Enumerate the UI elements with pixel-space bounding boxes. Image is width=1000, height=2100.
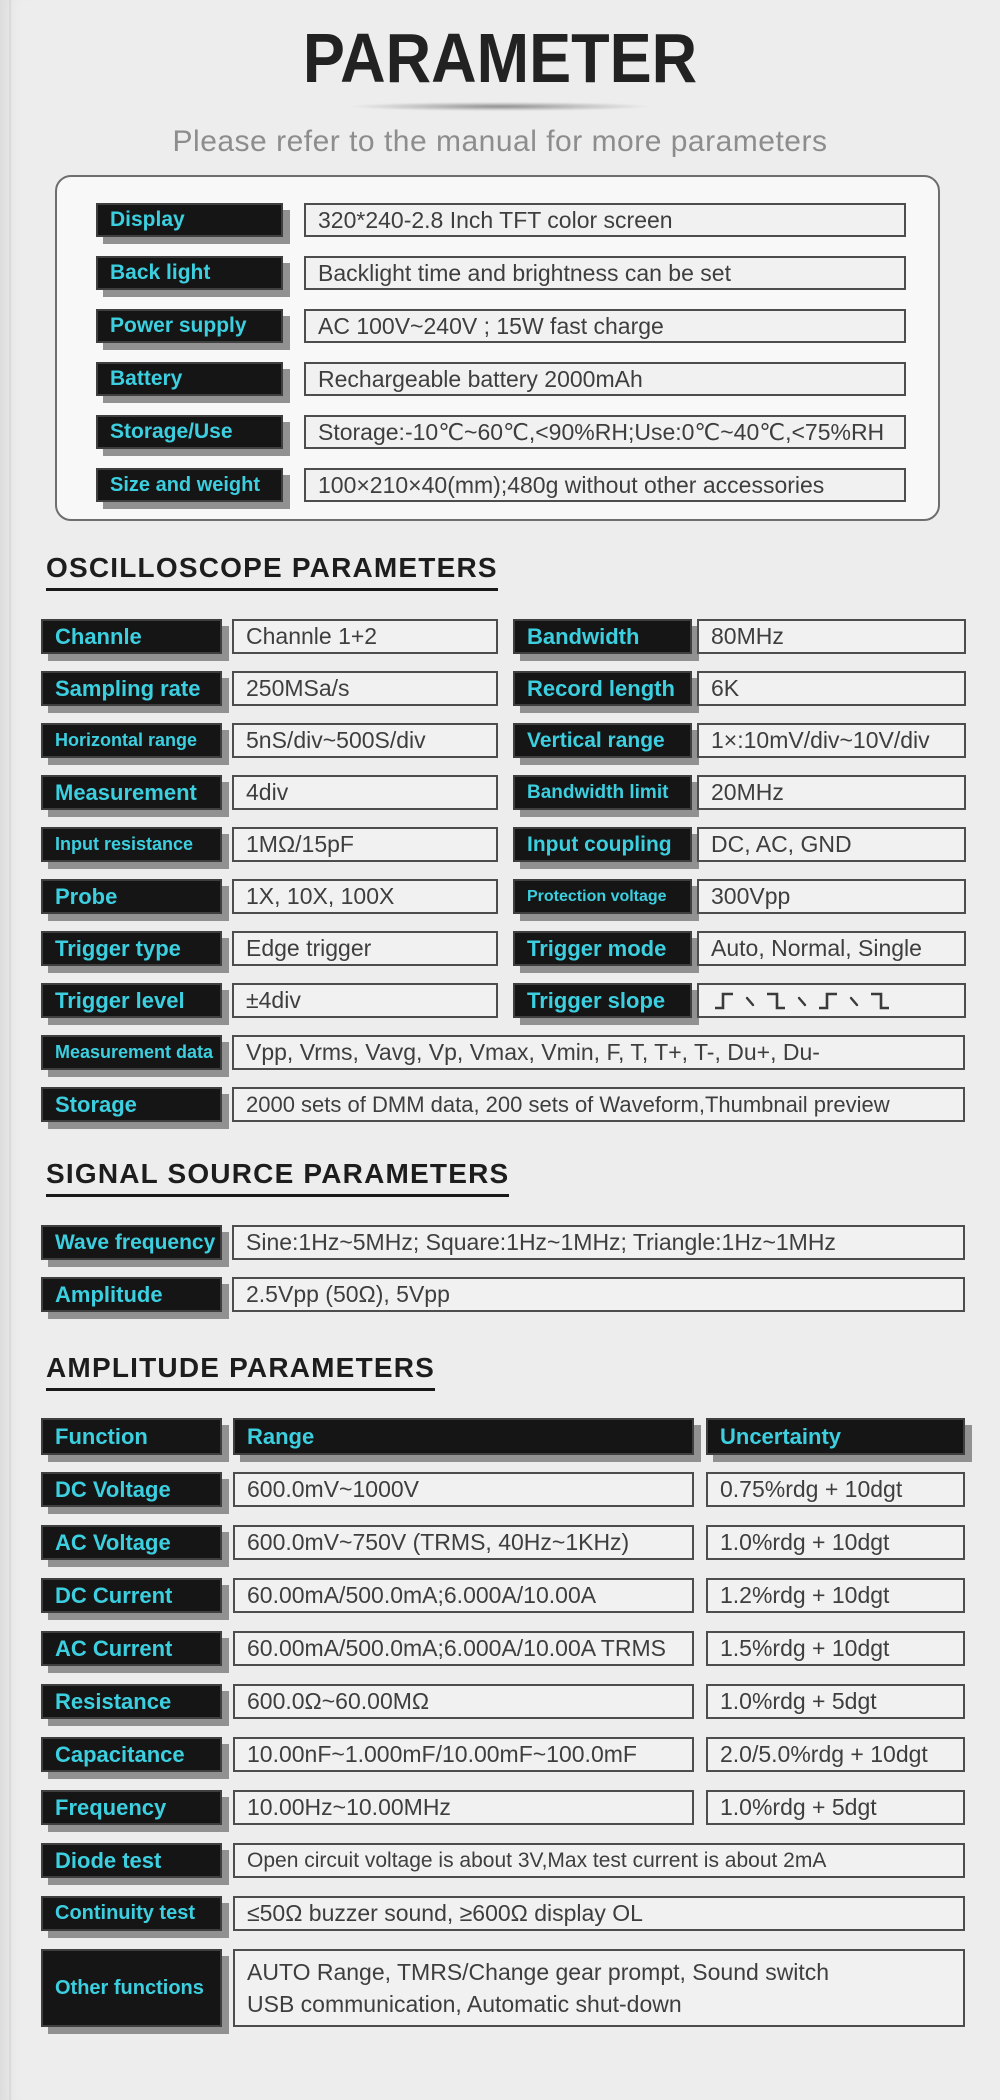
section-heading-amplitude: AMPLITUDE PARAMETERS (46, 1353, 435, 1391)
spec-row (41, 879, 1000, 914)
title-shadow-divider (350, 102, 650, 111)
column-header-uncertainty: Uncertainty (706, 1418, 965, 1455)
spec-row (41, 827, 1000, 862)
oscilloscope-table (41, 619, 1000, 1122)
spec-value: DC, AC, GND (697, 827, 966, 862)
spec-row (41, 1790, 1000, 1825)
spec-value-line: AUTO Range, TMRS/Change gear prompt, Sound switch (247, 1959, 830, 1985)
spec-label: Bandwidth limit (513, 775, 692, 810)
spec-value-range: 10.00nF~1.000mF/10.00mF~100.0mF (233, 1737, 694, 1772)
rising-edge-icon (815, 989, 841, 1013)
spec-label: DC Voltage (41, 1472, 222, 1507)
falling-edge-icon (763, 989, 789, 1013)
spec-value-range: 60.00mA/500.0mA;6.000A/10.00A TRMS (233, 1631, 694, 1666)
spec-row (41, 983, 1000, 1018)
spec-label: DC Current (41, 1578, 222, 1613)
spec-row (41, 1843, 1000, 1878)
spec-row (41, 1035, 1000, 1070)
spec-label: Trigger mode (513, 931, 692, 966)
spec-row (41, 1225, 1000, 1260)
spec-row (96, 468, 938, 502)
spec-value: 1×:10mV/div~10V/div (697, 723, 966, 758)
spec-label: Battery (96, 362, 283, 396)
spec-value: 300Vpp (697, 879, 966, 914)
spec-label: Frequency (41, 1790, 222, 1825)
section-heading-oscilloscope: OSCILLOSCOPE PARAMETERS (46, 553, 498, 591)
spec-value: 1MΩ/15pF (232, 827, 498, 862)
spec-label: Measurement (41, 775, 222, 810)
spec-value: Backlight time and brightness can be set (304, 256, 906, 290)
spec-label: Power supply (96, 309, 283, 343)
spec-value: Auto, Normal, Single (697, 931, 966, 966)
page-title: PARAMETER (302, 19, 698, 97)
spec-value (233, 1949, 965, 2027)
spec-value: Rechargeable battery 2000mAh (304, 362, 906, 396)
column-header-function: Function (41, 1418, 222, 1455)
spec-label: Size and weight (96, 468, 283, 502)
spec-row (41, 619, 1000, 654)
spec-label: Amplitude (41, 1277, 222, 1312)
spec-label: Other functions (41, 1949, 222, 2027)
spec-row (96, 309, 938, 343)
spec-value: 4div (232, 775, 498, 810)
column-header-range: Range (233, 1418, 694, 1455)
general-parameters-box (55, 175, 940, 521)
spec-label: Storage (41, 1087, 222, 1122)
list-comma-separator (796, 989, 808, 1013)
spec-row (41, 1737, 1000, 1772)
spec-value-uncertainty: 1.2%rdg + 10dgt (706, 1578, 965, 1613)
spec-value-uncertainty: 0.75%rdg + 10dgt (706, 1472, 965, 1507)
spec-value-uncertainty: 1.5%rdg + 10dgt (706, 1631, 965, 1666)
spec-value-uncertainty: 1.0%rdg + 10dgt (706, 1525, 965, 1560)
spec-label: Sampling rate (41, 671, 222, 706)
spec-label: Protection voltage (513, 879, 692, 914)
signal-source-table (41, 1225, 1000, 1312)
spec-label: Channle (41, 619, 222, 654)
spec-value: 6K (697, 671, 966, 706)
amplitude-header-row (41, 1419, 1000, 1454)
spec-row (41, 1684, 1000, 1719)
spec-label: Bandwidth (513, 619, 692, 654)
spec-value: ±4div (232, 983, 498, 1018)
spec-row (96, 362, 938, 396)
spec-value: 2000 sets of DMM data, 200 sets of Waveform,Thumbnail preview (232, 1087, 965, 1122)
spec-label: Diode test (41, 1843, 222, 1878)
spec-row (41, 1525, 1000, 1560)
spec-value-line: USB communication, Automatic shut-down (247, 1991, 682, 2017)
spec-value-range: 600.0mV~1000V (233, 1472, 694, 1507)
spec-label: Trigger level (41, 983, 222, 1018)
spec-label: Capacitance (41, 1737, 222, 1772)
spec-value: Channle 1+2 (232, 619, 498, 654)
spec-value: Storage:-10℃~60℃,<90%RH;Use:0℃~40℃,<75%RH (304, 415, 906, 449)
spec-value-uncertainty: 2.0/5.0%rdg + 10dgt (706, 1737, 965, 1772)
spec-row (41, 723, 1000, 758)
spec-label: Horizontal range (41, 723, 222, 758)
spec-value: Open circuit voltage is about 3V,Max test current is about 2mA (233, 1843, 965, 1878)
trigger-slope-value (697, 983, 966, 1018)
spec-value: AC 100V~240V ; 15W fast charge (304, 309, 906, 343)
spec-value: 80MHz (697, 619, 966, 654)
spec-value: 20MHz (697, 775, 966, 810)
spec-label: Input resistance (41, 827, 222, 862)
spec-value-uncertainty: 1.0%rdg + 5dgt (706, 1684, 965, 1719)
spec-label: Continuity test (41, 1896, 222, 1931)
spec-label: Trigger slope (513, 983, 692, 1018)
spec-row (41, 775, 1000, 810)
spec-value: 250MSa/s (232, 671, 498, 706)
spec-label: Storage/Use (96, 415, 283, 449)
rising-edge-icon (711, 989, 737, 1013)
spec-label: Vertical range (513, 723, 692, 758)
spec-value: Sine:1Hz~5MHz; Square:1Hz~1MHz; Triangle:1Hz~1MHz (232, 1225, 965, 1260)
falling-edge-icon (867, 989, 893, 1013)
spec-row (41, 931, 1000, 966)
spec-value: Edge trigger (232, 931, 498, 966)
spec-row (96, 415, 938, 449)
spec-value-uncertainty: 1.0%rdg + 5dgt (706, 1790, 965, 1825)
spec-label: Record length (513, 671, 692, 706)
spec-label: AC Voltage (41, 1525, 222, 1560)
spec-row (41, 1949, 1000, 2027)
spec-label: Display (96, 203, 283, 237)
spec-label: Wave frequency (41, 1225, 222, 1260)
spec-row (41, 1087, 1000, 1122)
spec-value: ≤50Ω buzzer sound, ≥600Ω display OL (233, 1896, 965, 1931)
spec-row (41, 1631, 1000, 1666)
spec-value-range: 600.0Ω~60.00MΩ (233, 1684, 694, 1719)
spec-value: Vpp, Vrms, Vavg, Vp, Vmax, Vmin, F, T, T+, T-, Du+, Du- (232, 1035, 965, 1070)
spec-label: Input coupling (513, 827, 692, 862)
spec-value: 1X, 10X, 100X (232, 879, 498, 914)
spec-value: 320*240-2.8 Inch TFT color screen (304, 203, 906, 237)
spec-label: Resistance (41, 1684, 222, 1719)
spec-row (41, 1472, 1000, 1507)
spec-row (41, 1277, 1000, 1312)
spec-row (41, 1896, 1000, 1931)
spec-label: Probe (41, 879, 222, 914)
spec-label: Back light (96, 256, 283, 290)
list-comma-separator (848, 989, 860, 1013)
spec-row (41, 1578, 1000, 1613)
list-comma-separator (744, 989, 756, 1013)
spec-value: 100×210×40(mm);480g without other accessories (304, 468, 906, 502)
spec-row (96, 256, 938, 290)
spec-value-range: 600.0mV~750V (TRMS, 40Hz~1KHz) (233, 1525, 694, 1560)
spec-value-range: 10.00Hz~10.00MHz (233, 1790, 694, 1825)
spec-value-range: 60.00mA/500.0mA;6.000A/10.00A (233, 1578, 694, 1613)
amplitude-table (41, 1419, 1000, 2027)
page-subtitle: Please refer to the manual for more parameters (172, 125, 828, 158)
spec-row (96, 203, 938, 237)
section-heading-signal-source: SIGNAL SOURCE PARAMETERS (46, 1159, 509, 1197)
spec-value: 5nS/div~500S/div (232, 723, 498, 758)
spec-value: 2.5Vpp (50Ω), 5Vpp (232, 1277, 965, 1312)
spec-row (41, 671, 1000, 706)
spec-label: Measurement data (41, 1035, 222, 1070)
spec-label: AC Current (41, 1631, 222, 1666)
spec-label: Trigger type (41, 931, 222, 966)
